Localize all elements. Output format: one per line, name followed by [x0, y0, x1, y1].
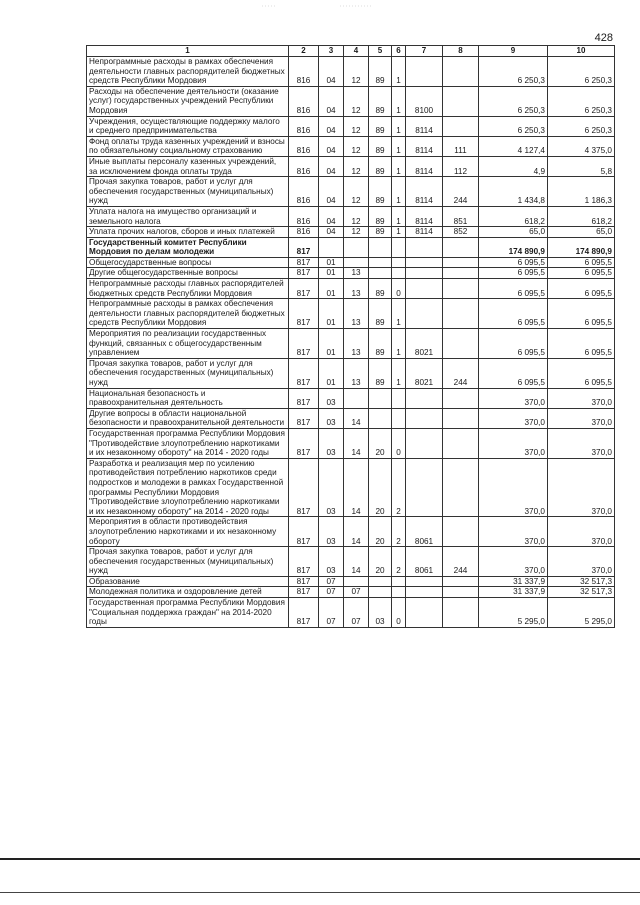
cell-amount-year1: 6 095,5 [479, 358, 548, 388]
table-row [87, 257, 615, 268]
cell-subsection: 12 [344, 227, 369, 238]
cell-section: 03 [319, 517, 344, 547]
cell-section: 01 [319, 358, 344, 388]
row-name: Прочая закупка товаров, работ и услуг для обеспечения государственных (муниципальных) нужд [87, 547, 289, 577]
cell-expense-type [443, 388, 479, 408]
cell-section: 07 [319, 598, 344, 628]
cell-amount-year2: 6 095,5 [548, 329, 615, 359]
cell-code-admin: 817 [289, 517, 319, 547]
row-name: Непрограммные расходы в рамках обеспечения деятельности главных распорядителей бюджетных средств Республики Мордовия [87, 299, 289, 329]
cell-amount-year1: 6 095,5 [479, 257, 548, 268]
cell-subprogram [392, 587, 406, 598]
cell-expense-type [443, 57, 479, 87]
cell-direction [406, 388, 443, 408]
table-row [87, 299, 615, 329]
cell-subprogram: 2 [392, 517, 406, 547]
cell-code-admin: 816 [289, 116, 319, 136]
cell-amount-year2: 6 095,5 [548, 358, 615, 388]
row-name: Национальная безопасность и правоохранительная деятельность [87, 388, 289, 408]
table-row [87, 587, 615, 598]
cell-subsection: 14 [344, 458, 369, 517]
cell-section: 01 [319, 268, 344, 279]
row-name: Непрограммные расходы в рамках обеспечения деятельности главных распорядителей бюджетных средств Республики Мордовия [87, 57, 289, 87]
cell-section: 03 [319, 428, 344, 458]
cell-direction: 8021 [406, 329, 443, 359]
cell-subsection [344, 257, 369, 268]
cell-direction: 8100 [406, 86, 443, 116]
cell-code-admin: 817 [289, 299, 319, 329]
cell-amount-year1: 6 095,5 [479, 268, 548, 279]
cell-amount-year1: 31 337,9 [479, 587, 548, 598]
cell-program [369, 237, 392, 257]
cell-code-admin: 816 [289, 156, 319, 176]
cell-direction: 8114 [406, 136, 443, 156]
cell-subprogram: 1 [392, 136, 406, 156]
bottom-border-line [0, 858, 640, 860]
cell-amount-year1: 370,0 [479, 428, 548, 458]
cell-program [369, 257, 392, 268]
cell-subprogram [392, 388, 406, 408]
cell-program [369, 408, 392, 428]
table-row [87, 136, 615, 156]
cell-program: 03 [369, 598, 392, 628]
cell-program: 89 [369, 329, 392, 359]
cell-subprogram [392, 408, 406, 428]
cell-amount-year2: 32 517,3 [548, 587, 615, 598]
table-row [87, 576, 615, 587]
cell-amount-year1: 370,0 [479, 547, 548, 577]
cell-expense-type [443, 237, 479, 257]
cell-amount-year1: 1 434,8 [479, 177, 548, 207]
cell-subprogram: 1 [392, 156, 406, 176]
cell-code-admin: 817 [289, 329, 319, 359]
cell-code-admin: 817 [289, 358, 319, 388]
cell-code-admin: 816 [289, 227, 319, 238]
cell-expense-type [443, 257, 479, 268]
table-row [87, 428, 615, 458]
cell-amount-year2: 370,0 [548, 458, 615, 517]
cell-program: 89 [369, 177, 392, 207]
cell-amount-year2: 618,2 [548, 206, 615, 226]
table-row [87, 388, 615, 408]
cell-subsection [344, 237, 369, 257]
table-row [87, 598, 615, 628]
row-name: Государственная программа Республики Мордовия "Противодействие злоупотреблению наркотиками и их незаконному обороту" на 2014 - 2020 годы [87, 428, 289, 458]
cell-code-admin: 816 [289, 57, 319, 87]
cell-subprogram: 0 [392, 279, 406, 299]
cell-expense-type: 111 [443, 136, 479, 156]
cell-amount-year2: 65,0 [548, 227, 615, 238]
cell-program: 89 [369, 116, 392, 136]
cell-amount-year1: 4,9 [479, 156, 548, 176]
cell-code-admin: 817 [289, 388, 319, 408]
cell-amount-year1: 31 337,9 [479, 576, 548, 587]
cell-subprogram: 1 [392, 57, 406, 87]
cell-section: 03 [319, 547, 344, 577]
cell-section: 04 [319, 57, 344, 87]
cell-program: 20 [369, 428, 392, 458]
cell-subsection: 14 [344, 408, 369, 428]
cell-subprogram: 2 [392, 547, 406, 577]
table-row [87, 156, 615, 176]
row-name: Общегосударственные вопросы [87, 257, 289, 268]
cell-program: 89 [369, 206, 392, 226]
column-header: 1 [87, 46, 289, 57]
cell-direction [406, 576, 443, 587]
row-name: Уплата налога на имущество организаций и земельного налога [87, 206, 289, 226]
cell-section: 03 [319, 458, 344, 517]
cell-amount-year2: 6 095,5 [548, 268, 615, 279]
cell-amount-year1: 6 250,3 [479, 86, 548, 116]
cell-section: 03 [319, 408, 344, 428]
column-header: 9 [479, 46, 548, 57]
cell-direction [406, 299, 443, 329]
cell-program: 89 [369, 57, 392, 87]
cell-code-admin: 816 [289, 136, 319, 156]
cell-amount-year2: 32 517,3 [548, 576, 615, 587]
cell-code-admin: 816 [289, 177, 319, 207]
cell-direction [406, 57, 443, 87]
cell-subprogram: 1 [392, 227, 406, 238]
row-name: Уплата прочих налогов, сборов и иных платежей [87, 227, 289, 238]
column-header: 3 [319, 46, 344, 57]
column-header: 7 [406, 46, 443, 57]
cell-subsection: 07 [344, 587, 369, 598]
cell-expense-type: 244 [443, 547, 479, 577]
cell-section: 07 [319, 576, 344, 587]
cell-amount-year2: 6 095,5 [548, 299, 615, 329]
cell-amount-year2: 174 890,9 [548, 237, 615, 257]
cell-section: 04 [319, 116, 344, 136]
cell-amount-year2: 370,0 [548, 388, 615, 408]
row-name: Мероприятия в области противодействия злоупотреблению наркотиками и их незаконному обороту [87, 517, 289, 547]
cell-direction [406, 428, 443, 458]
table-row [87, 408, 615, 428]
cell-direction [406, 587, 443, 598]
cell-code-admin: 817 [289, 408, 319, 428]
table-row [87, 279, 615, 299]
cell-program [369, 587, 392, 598]
cell-section: 04 [319, 227, 344, 238]
cell-amount-year1: 618,2 [479, 206, 548, 226]
row-name: Расходы на обеспечение деятельности (оказание услуг) государственных учреждений Республики Мордовия [87, 86, 289, 116]
cell-code-admin: 816 [289, 86, 319, 116]
table-row [87, 177, 615, 207]
cell-direction [406, 408, 443, 428]
cell-amount-year2: 370,0 [548, 428, 615, 458]
cell-subsection: 13 [344, 358, 369, 388]
cell-subsection: 12 [344, 177, 369, 207]
cell-subsection: 13 [344, 299, 369, 329]
table-row [87, 358, 615, 388]
cell-subprogram: 1 [392, 177, 406, 207]
cell-program: 20 [369, 547, 392, 577]
cell-code-admin: 817 [289, 279, 319, 299]
cell-direction: 8061 [406, 517, 443, 547]
cell-code-admin: 817 [289, 428, 319, 458]
cell-program: 20 [369, 517, 392, 547]
column-header: 2 [289, 46, 319, 57]
cell-expense-type: 851 [443, 206, 479, 226]
cell-program [369, 576, 392, 587]
cell-section: 01 [319, 257, 344, 268]
cell-expense-type [443, 299, 479, 329]
cell-direction: 8061 [406, 547, 443, 577]
cell-direction: 8021 [406, 358, 443, 388]
cell-subsection: 07 [344, 598, 369, 628]
cell-section: 03 [319, 388, 344, 408]
scan-specks [0, 0, 640, 20]
column-header: 5 [369, 46, 392, 57]
cell-amount-year1: 6 095,5 [479, 299, 548, 329]
cell-code-admin: 817 [289, 598, 319, 628]
cell-direction: 8114 [406, 227, 443, 238]
cell-program: 89 [369, 86, 392, 116]
cell-program: 89 [369, 227, 392, 238]
cell-amount-year2: 370,0 [548, 547, 615, 577]
cell-section: 04 [319, 177, 344, 207]
cell-program: 89 [369, 136, 392, 156]
cell-amount-year1: 65,0 [479, 227, 548, 238]
cell-expense-type: 244 [443, 177, 479, 207]
cell-subprogram: 1 [392, 299, 406, 329]
cell-section: 07 [319, 587, 344, 598]
row-name: Иные выплаты персоналу казенных учреждений, за исключением фонда оплаты труда [87, 156, 289, 176]
cell-amount-year2: 4 375,0 [548, 136, 615, 156]
row-name: Государственная программа Республики Мордовия "Социальная поддержка граждан" на 2014-2020 годы [87, 598, 289, 628]
cell-subsection [344, 388, 369, 408]
cell-subprogram: 1 [392, 86, 406, 116]
cell-program [369, 388, 392, 408]
row-name: Прочая закупка товаров, работ и услуг для обеспечения государственных (муниципальных) нужд [87, 177, 289, 207]
row-name: Разработка и реализация мер по усилению противодействия потреблению наркотиков среди подростков и молодежи в рамках Государственной программы Республики Мордовия "Противодействие злоупотреблению наркотиками и их незаконному обороту" на 2014 - 2020 годы [87, 458, 289, 517]
cell-amount-year2: 6 250,3 [548, 116, 615, 136]
cell-amount-year1: 370,0 [479, 388, 548, 408]
cell-subsection: 12 [344, 116, 369, 136]
cell-amount-year2: 6 095,5 [548, 279, 615, 299]
cell-expense-type [443, 517, 479, 547]
cell-direction [406, 237, 443, 257]
cell-expense-type [443, 576, 479, 587]
table-row [87, 268, 615, 279]
column-header: 6 [392, 46, 406, 57]
cell-program: 20 [369, 458, 392, 517]
cell-expense-type [443, 116, 479, 136]
cell-subprogram: 0 [392, 428, 406, 458]
cell-section: 04 [319, 86, 344, 116]
row-name: Мероприятия по реализации государственных функций, связанных с общегосударственным управлением [87, 329, 289, 359]
table-row [87, 458, 615, 517]
cell-direction: 8114 [406, 177, 443, 207]
cell-code-admin: 817 [289, 237, 319, 257]
cell-expense-type [443, 458, 479, 517]
cell-amount-year2: 370,0 [548, 517, 615, 547]
cell-expense-type [443, 408, 479, 428]
cell-expense-type [443, 428, 479, 458]
cell-amount-year2: 1 186,3 [548, 177, 615, 207]
cell-code-admin: 817 [289, 587, 319, 598]
cell-direction [406, 257, 443, 268]
cell-subprogram: 1 [392, 206, 406, 226]
cell-section: 01 [319, 279, 344, 299]
cell-section [319, 237, 344, 257]
cell-expense-type [443, 279, 479, 299]
cell-amount-year2: 5 295,0 [548, 598, 615, 628]
cell-expense-type [443, 598, 479, 628]
cell-amount-year2: 6 250,3 [548, 86, 615, 116]
cell-code-admin: 816 [289, 206, 319, 226]
cell-subprogram [392, 237, 406, 257]
cell-amount-year1: 6 250,3 [479, 116, 548, 136]
cell-section: 04 [319, 206, 344, 226]
cell-expense-type [443, 268, 479, 279]
cell-direction [406, 268, 443, 279]
table-row [87, 206, 615, 226]
cell-code-admin: 817 [289, 257, 319, 268]
table-row [87, 57, 615, 87]
cell-code-admin: 817 [289, 458, 319, 517]
cell-section: 01 [319, 329, 344, 359]
table-row [87, 237, 615, 257]
table-header-row [87, 46, 615, 57]
cell-amount-year1: 6 095,5 [479, 329, 548, 359]
row-name: Непрограммные расходы главных распорядителей бюджетных средств Республики Мордовия [87, 279, 289, 299]
table-row [87, 86, 615, 116]
cell-subsection: 12 [344, 206, 369, 226]
page-number: 428 [594, 32, 613, 44]
cell-subsection: 14 [344, 428, 369, 458]
table-row [87, 547, 615, 577]
cell-program: 89 [369, 156, 392, 176]
cell-subsection [344, 576, 369, 587]
cell-expense-type [443, 329, 479, 359]
cell-subsection: 13 [344, 279, 369, 299]
cell-amount-year2: 5,8 [548, 156, 615, 176]
table-row [87, 227, 615, 238]
cell-amount-year1: 5 295,0 [479, 598, 548, 628]
table-row [87, 329, 615, 359]
cell-code-admin: 817 [289, 576, 319, 587]
cell-expense-type: 112 [443, 156, 479, 176]
cell-expense-type: 244 [443, 358, 479, 388]
cell-direction [406, 598, 443, 628]
cell-section: 04 [319, 136, 344, 156]
cell-direction: 8114 [406, 206, 443, 226]
cell-direction: 8114 [406, 116, 443, 136]
cell-amount-year2: 6 250,3 [548, 57, 615, 87]
bottom-thin-line [0, 892, 640, 893]
column-header: 8 [443, 46, 479, 57]
cell-subsection: 12 [344, 136, 369, 156]
cell-subsection: 13 [344, 268, 369, 279]
cell-subsection: 12 [344, 57, 369, 87]
cell-program: 89 [369, 279, 392, 299]
row-name: Молодежная политика и оздоровление детей [87, 587, 289, 598]
column-header: 4 [344, 46, 369, 57]
table-row [87, 116, 615, 136]
cell-direction: 8114 [406, 156, 443, 176]
row-name: Образование [87, 576, 289, 587]
column-header: 10 [548, 46, 615, 57]
cell-program [369, 268, 392, 279]
table-row [87, 517, 615, 547]
cell-program: 89 [369, 299, 392, 329]
row-name: Фонд оплаты труда казенных учреждений и взносы по обязательному социальному страхованию [87, 136, 289, 156]
cell-amount-year1: 370,0 [479, 458, 548, 517]
cell-code-admin: 817 [289, 547, 319, 577]
cell-code-admin: 817 [289, 268, 319, 279]
cell-amount-year2: 370,0 [548, 408, 615, 428]
cell-subprogram: 1 [392, 329, 406, 359]
row-name: Другие вопросы в области национальной безопасности и правоохранительной деятельности [87, 408, 289, 428]
cell-subsection: 13 [344, 329, 369, 359]
cell-subprogram: 2 [392, 458, 406, 517]
cell-subprogram: 1 [392, 358, 406, 388]
cell-direction [406, 279, 443, 299]
cell-direction [406, 458, 443, 517]
cell-subsection: 14 [344, 517, 369, 547]
cell-section: 04 [319, 156, 344, 176]
cell-program: 89 [369, 358, 392, 388]
cell-subprogram: 1 [392, 116, 406, 136]
cell-subsection: 12 [344, 86, 369, 116]
cell-amount-year1: 6 095,5 [479, 279, 548, 299]
cell-subprogram [392, 576, 406, 587]
row-name: Другие общегосударственные вопросы [87, 268, 289, 279]
cell-expense-type [443, 86, 479, 116]
row-name: Учреждения, осуществляющие поддержку малого и среднего предпринимательства [87, 116, 289, 136]
cell-expense-type [443, 587, 479, 598]
cell-section: 01 [319, 299, 344, 329]
cell-expense-type: 852 [443, 227, 479, 238]
row-name: Прочая закупка товаров, работ и услуг для обеспечения государственных (муниципальных) нужд [87, 358, 289, 388]
table-body [87, 57, 615, 628]
cell-amount-year1: 6 250,3 [479, 57, 548, 87]
cell-subprogram [392, 268, 406, 279]
row-name: Государственный комитет Республики Мордовия по делам молодежи [87, 237, 289, 257]
cell-amount-year1: 4 127,4 [479, 136, 548, 156]
cell-amount-year1: 370,0 [479, 517, 548, 547]
cell-amount-year1: 370,0 [479, 408, 548, 428]
cell-subprogram [392, 257, 406, 268]
cell-subprogram: 0 [392, 598, 406, 628]
cell-subsection: 12 [344, 156, 369, 176]
budget-table [86, 45, 615, 628]
cell-amount-year1: 174 890,9 [479, 237, 548, 257]
cell-amount-year2: 6 095,5 [548, 257, 615, 268]
cell-subsection: 14 [344, 547, 369, 577]
